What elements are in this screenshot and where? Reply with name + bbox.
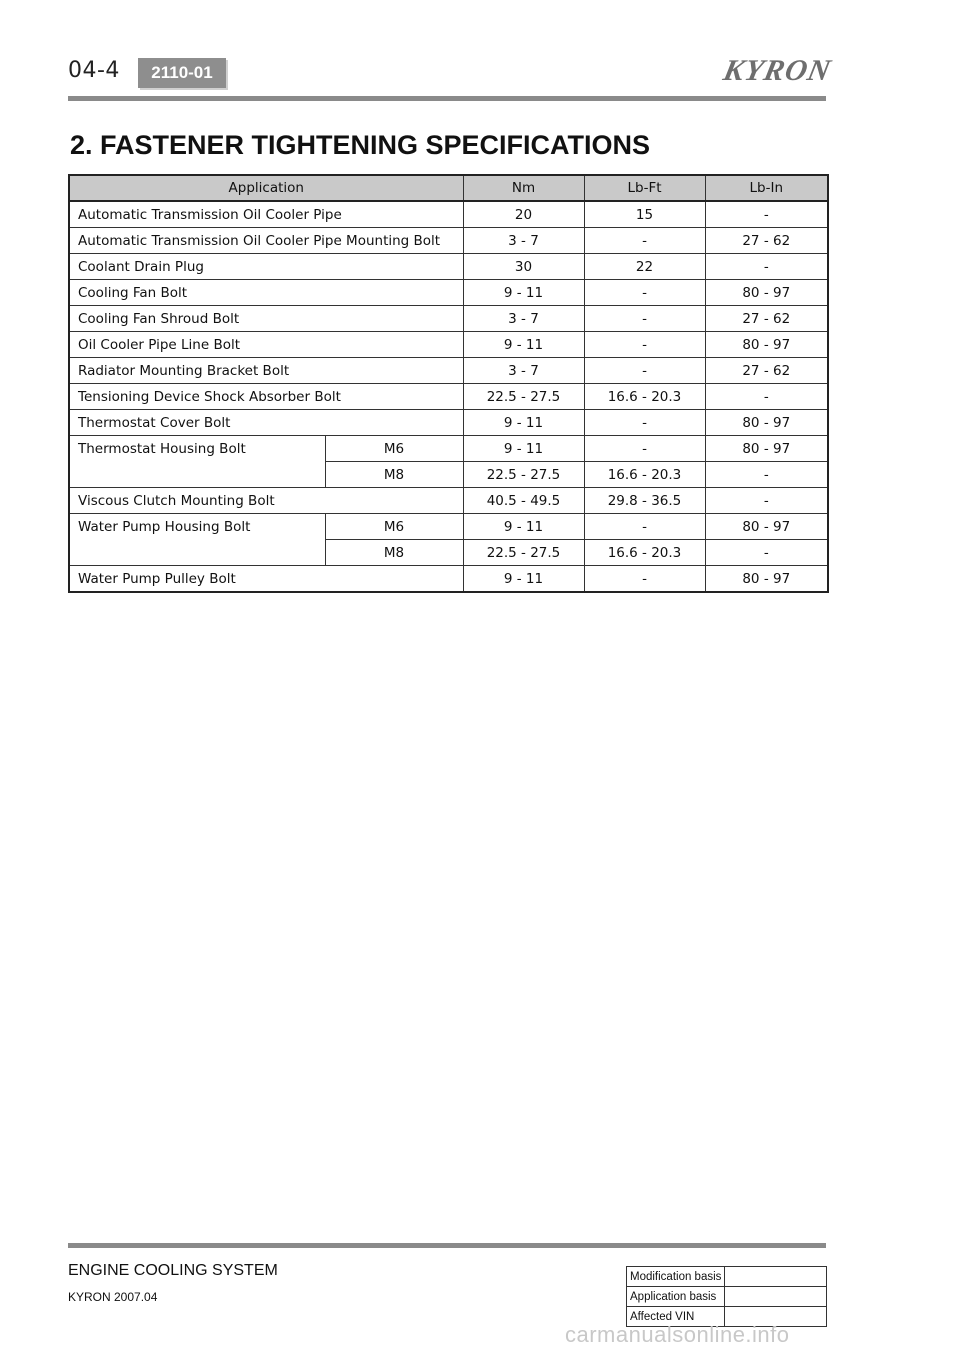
section-code-badge: 2110-01 (138, 58, 226, 88)
basis-value (725, 1267, 827, 1287)
application-cell: Water Pump Housing Bolt (69, 514, 325, 566)
lbin-cell: 80 - 97 (705, 410, 828, 436)
basis-label: Application basis (627, 1287, 725, 1307)
bolt-size-cell: M8 (325, 462, 463, 488)
nm-cell: 3 - 7 (463, 306, 584, 332)
lbin-cell: - (705, 462, 828, 488)
application-cell: Radiator Mounting Bracket Bolt (69, 358, 463, 384)
column-header: Lb-In (705, 175, 828, 201)
nm-cell: 20 (463, 201, 584, 228)
lbin-cell: - (705, 201, 828, 228)
application-cell: Thermostat Cover Bolt (69, 410, 463, 436)
footer-divider (68, 1243, 826, 1248)
lbin-cell: 80 - 97 (705, 566, 828, 593)
watermark: carmanualsonline.info (565, 1322, 790, 1347)
lbin-cell: 80 - 97 (705, 514, 828, 540)
lbft-cell: - (584, 566, 705, 593)
nm-cell: 40.5 - 49.5 (463, 488, 584, 514)
lbft-cell: - (584, 228, 705, 254)
lbin-cell: 80 - 97 (705, 332, 828, 358)
application-cell: Automatic Transmission Oil Cooler Pipe Mounting Bolt (69, 228, 463, 254)
page-title: 2. FASTENER TIGHTENING SPECIFICATIONS (70, 130, 651, 160)
lbft-cell: - (584, 280, 705, 306)
column-header: Nm (463, 175, 584, 201)
table-header-row (69, 175, 828, 201)
fastener-spec-table (68, 174, 829, 593)
table-row (69, 201, 828, 228)
table-row (69, 332, 828, 358)
lbft-cell: - (584, 358, 705, 384)
nm-cell: 30 (463, 254, 584, 280)
footer-title: ENGINE COOLING SYSTEM (68, 1262, 278, 1279)
table-row (69, 228, 828, 254)
application-cell: Coolant Drain Plug (69, 254, 463, 280)
lbin-cell: 80 - 97 (705, 436, 828, 462)
table-row (69, 306, 828, 332)
table-row (69, 566, 828, 593)
lbin-cell: 27 - 62 (705, 228, 828, 254)
lbft-cell: - (584, 410, 705, 436)
application-cell: Oil Cooler Pipe Line Bolt (69, 332, 463, 358)
lbft-cell: 15 (584, 201, 705, 228)
lbin-cell: - (705, 254, 828, 280)
lbin-cell: - (705, 384, 828, 410)
table-row (69, 488, 828, 514)
lbin-cell: - (705, 540, 828, 566)
lbin-cell: 27 - 62 (705, 306, 828, 332)
application-cell: Thermostat Housing Bolt (69, 436, 325, 488)
lbft-cell: 16.6 - 20.3 (584, 462, 705, 488)
table-row (69, 254, 828, 280)
lbin-cell: - (705, 488, 828, 514)
kyron-logo: KYRON (720, 54, 835, 87)
nm-cell: 22.5 - 27.5 (463, 462, 584, 488)
lbft-cell: 16.6 - 20.3 (584, 540, 705, 566)
lbft-cell: 16.6 - 20.3 (584, 384, 705, 410)
nm-cell: 9 - 11 (463, 514, 584, 540)
page-header (0, 0, 960, 110)
nm-cell: 22.5 - 27.5 (463, 384, 584, 410)
lbft-cell: - (584, 436, 705, 462)
table-row (69, 358, 828, 384)
lbin-cell: 80 - 97 (705, 280, 828, 306)
nm-cell: 9 - 11 (463, 280, 584, 306)
table-row (69, 410, 828, 436)
column-header: Lb-Ft (584, 175, 705, 201)
application-cell: Automatic Transmission Oil Cooler Pipe (69, 201, 463, 228)
nm-cell: 9 - 11 (463, 436, 584, 462)
basis-label: Modification basis (627, 1267, 725, 1287)
column-header: Application (69, 175, 463, 201)
table-row (69, 436, 828, 462)
bolt-size-cell: M6 (325, 436, 463, 462)
basis-row (627, 1267, 827, 1287)
nm-cell: 3 - 7 (463, 228, 584, 254)
nm-cell: 22.5 - 27.5 (463, 540, 584, 566)
table-row (69, 514, 828, 540)
basis-table (626, 1266, 827, 1327)
nm-cell: 9 - 11 (463, 332, 584, 358)
basis-row (627, 1287, 827, 1307)
lbin-cell: 27 - 62 (705, 358, 828, 384)
application-cell: Water Pump Pulley Bolt (69, 566, 463, 593)
bolt-size-cell: M6 (325, 514, 463, 540)
application-cell: Tensioning Device Shock Absorber Bolt (69, 384, 463, 410)
header-divider (68, 96, 826, 101)
table-row (69, 384, 828, 410)
lbft-cell: 29.8 - 36.5 (584, 488, 705, 514)
lbft-cell: - (584, 332, 705, 358)
lbft-cell: 22 (584, 254, 705, 280)
nm-cell: 9 - 11 (463, 566, 584, 593)
lbft-cell: - (584, 514, 705, 540)
application-cell: Cooling Fan Shroud Bolt (69, 306, 463, 332)
footer-subtitle: KYRON 2007.04 (68, 1290, 158, 1304)
bolt-size-cell: M8 (325, 540, 463, 566)
nm-cell: 9 - 11 (463, 410, 584, 436)
table-row (69, 280, 828, 306)
nm-cell: 3 - 7 (463, 358, 584, 384)
application-cell: Viscous Clutch Mounting Bolt (69, 488, 463, 514)
application-cell: Cooling Fan Bolt (69, 280, 463, 306)
basis-label: Affected VIN (627, 1307, 725, 1327)
lbft-cell: - (584, 306, 705, 332)
basis-value (725, 1287, 827, 1307)
page-number: 04-4 (68, 58, 120, 83)
